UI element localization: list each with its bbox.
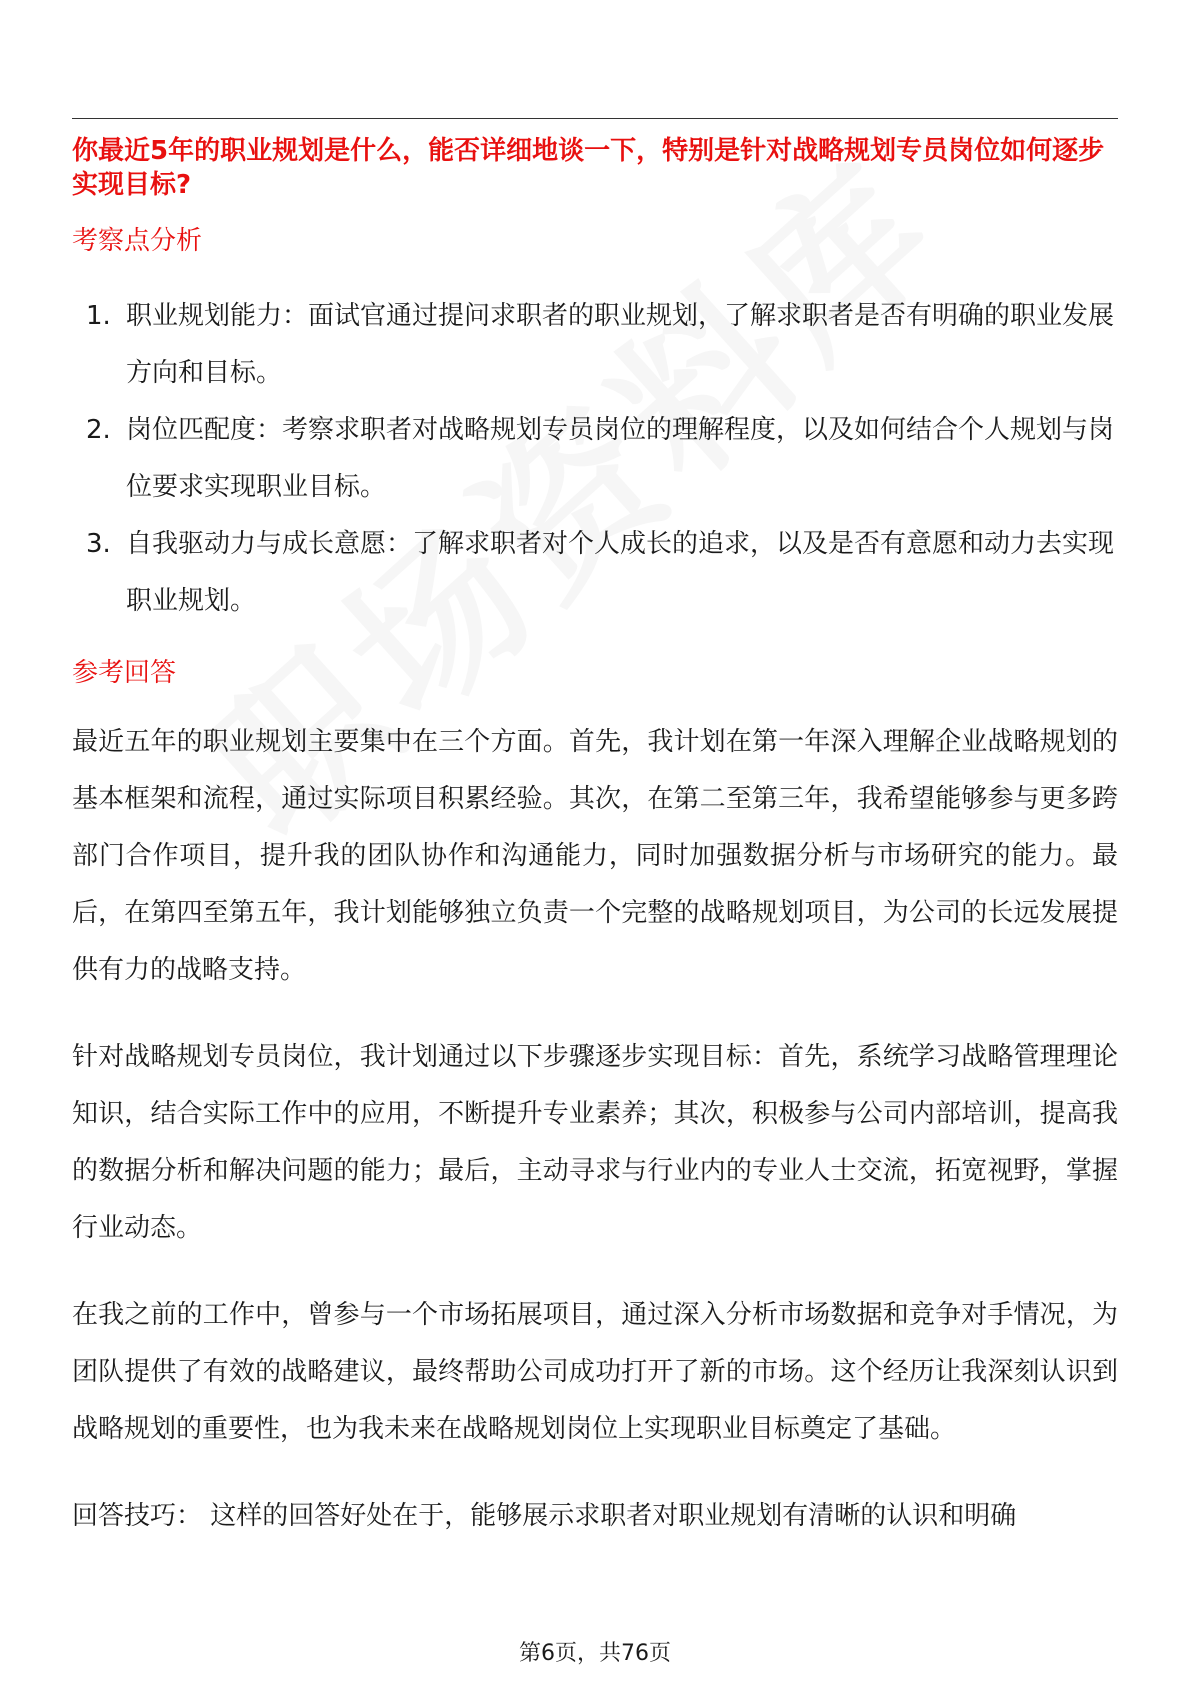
point-text: 自我驱动力与成长意愿：了解求职者对个人成长的追求，以及是否有意愿和动力去实现职业规划。: [126, 529, 1115, 616]
header-divider: [72, 118, 1118, 119]
analysis-point: [72, 516, 1118, 630]
answer-paragraph: 在我之前的工作中，曾参与一个市场拓展项目，通过深入分析市场数据和竞争对手情况，为团队提供了有效的战略建议，最终帮助公司成功打开了新的市场。这个经历让我深刻认识到战略规划的重要性，也为我未来在战略规划岗位上实现职业目标奠定了基础。: [72, 1300, 1118, 1444]
analysis-points: [72, 288, 1118, 630]
point-number: 1.: [86, 301, 111, 331]
answer-paragraph: 最近五年的职业规划主要集中在三个方面。首先，我计划在第一年深入理解企业战略规划的基本框架和流程，通过实际项目积累经验。其次，在第二至第三年，我希望能够参与更多跨部门合作项目，提升我的团队协作和沟通能力，同时加强数据分析与市场研究的能力。最后，在第四至第五年，我计划能够独立负责一个完整的战略规划项目，为公司的长远发展提供有力的战略支持。: [72, 727, 1118, 985]
point-number: 3.: [86, 529, 111, 559]
page-number: 第6页，共76页: [519, 1641, 671, 1666]
content: [72, 134, 1118, 1545]
analysis-point: [72, 402, 1118, 516]
answer-tip: 回答技巧： 这样的回答好处在于，能够展示求职者对职业规划有清晰的认识和明确: [72, 1501, 1017, 1531]
answer-heading: 参考回答: [72, 658, 177, 688]
point-number: 2.: [86, 415, 111, 445]
point-text: 岗位匹配度：考察求职者对战略规划专员岗位的理解程度，以及如何结合个人规划与岗位要求实现职业目标。: [126, 415, 1115, 502]
answer-paragraph: 针对战略规划专员岗位，我计划通过以下步骤逐步实现目标：首先，系统学习战略管理理论知识，结合实际工作中的应用，不断提升专业素养；其次，积极参与公司内部培训，提高我的数据分析和解决问题的能力；最后，主动寻求与行业内的专业人士交流，拓宽视野，掌握行业动态。: [72, 1042, 1118, 1243]
analysis-heading: 考察点分析: [72, 226, 203, 256]
point-text: 职业规划能力：面试官通过提问求职者的职业规划，了解求职者是否有明确的职业发展方向和目标。: [126, 301, 1115, 388]
question-title: 你最近5年的职业规划是什么，能否详细地谈一下，特别是针对战略规划专员岗位如何逐步实现目标?: [72, 136, 1105, 200]
analysis-point: [72, 288, 1118, 402]
